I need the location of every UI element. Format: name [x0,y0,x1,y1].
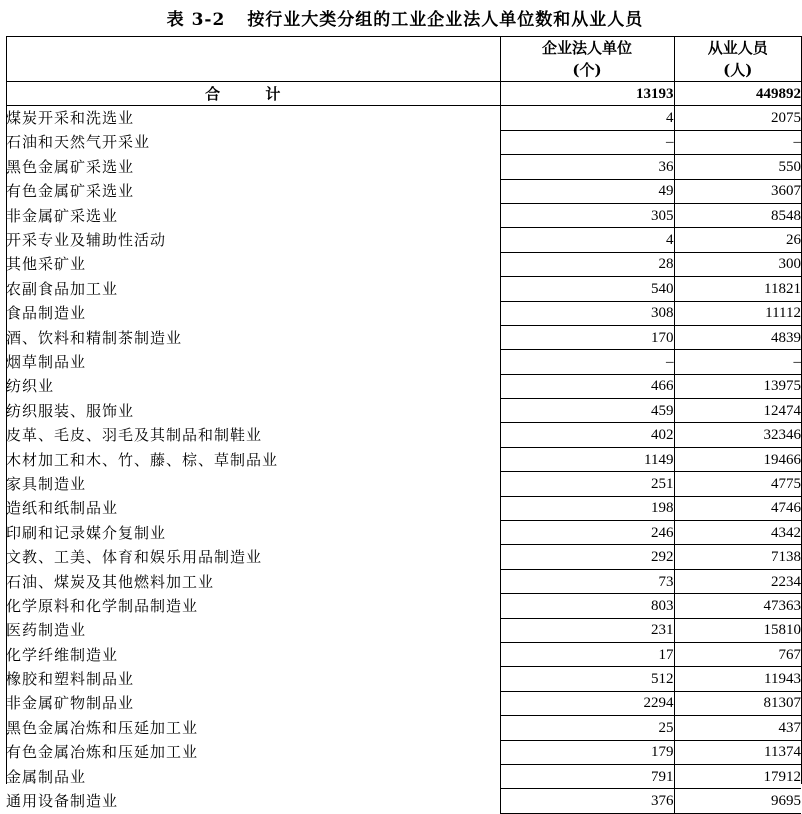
employees-cell: – [674,130,801,154]
employees-cell: 4775 [674,472,801,496]
units-cell: 246 [500,521,674,545]
units-cell: 459 [500,399,674,423]
header-units-unit: (个) [572,61,602,79]
employees-cell: 11374 [674,740,801,764]
units-cell: 198 [500,496,674,520]
industry-name-cell: 皮革、毛皮、羽毛及其制品和制鞋业 [6,426,263,445]
employees-cell: 9695 [674,789,801,813]
units-cell: 28 [500,252,674,276]
employees-cell: 12474 [674,399,801,423]
industry-name-cell: 烟草制品业 [6,352,87,371]
industry-name-cell: 金属制品业 [6,767,87,786]
table-row [6,106,801,130]
table-row [6,277,801,301]
industry-name-cell: 文教、工美、体育和娱乐用品制造业 [6,548,263,567]
employees-cell: 767 [674,642,801,666]
header-employees-label: 从业人员 [707,39,768,57]
employees-cell: 4746 [674,496,801,520]
units-cell: – [500,350,674,374]
industry-name-cell: 非金属矿采选业 [6,206,119,225]
table-row [6,642,801,666]
employees-cell: 19466 [674,447,801,471]
units-cell: 179 [500,740,674,764]
total-units: 13193 [500,82,674,106]
employees-cell: 11112 [674,301,801,325]
industry-name-cell: 石油和天然气开采业 [6,133,151,152]
employees-cell: 11821 [674,277,801,301]
units-cell: 466 [500,374,674,398]
industry-name-cell: 橡胶和塑料制品业 [6,670,135,689]
employees-cell: 13975 [674,374,801,398]
table-row [6,179,801,203]
units-cell: 231 [500,618,674,642]
employees-cell: 8548 [674,203,801,227]
table-number: 表 3-2 [166,10,226,30]
table-row [6,594,801,618]
table-title [0,5,802,30]
employees-cell: 15810 [674,618,801,642]
units-cell: 292 [500,545,674,569]
industry-name-cell: 黑色金属矿采选业 [6,157,135,176]
industry-name-cell: 造纸和纸制品业 [6,499,119,518]
industry-name-cell: 纺织业 [6,377,55,396]
table-row [6,155,801,179]
units-cell: 791 [500,764,674,788]
units-cell: 251 [500,472,674,496]
units-cell: 512 [500,667,674,691]
units-cell: 4 [500,106,674,130]
employees-cell: 4839 [674,325,801,349]
employees-cell: 32346 [674,423,801,447]
employees-cell: 300 [674,252,801,276]
table-row [6,350,801,374]
employees-cell: 26 [674,228,801,252]
units-cell: 376 [500,789,674,813]
table-row [6,521,801,545]
header-units-label: 企业法人单位 [541,39,632,57]
units-cell: 4 [500,228,674,252]
industry-name-cell: 有色金属冶炼和压延加工业 [6,743,199,762]
industry-name-cell: 黑色金属冶炼和压延加工业 [6,718,199,737]
table-row [6,252,801,276]
units-cell: 2294 [500,691,674,715]
units-cell: 36 [500,155,674,179]
table-row [6,203,801,227]
units-cell: 73 [500,569,674,593]
units-cell: 170 [500,325,674,349]
units-cell: 17 [500,642,674,666]
table-row [6,423,801,447]
industry-name-cell: 其他采矿业 [6,255,87,274]
industry-name-cell: 农副食品加工业 [6,279,119,298]
industry-name-cell: 医药制造业 [6,621,87,640]
total-row [6,82,801,106]
table-row [6,691,801,715]
units-cell: 49 [500,179,674,203]
header-units [500,37,674,82]
header-employees [674,37,801,82]
industry-name-cell: 纺织服装、服饰业 [6,401,135,420]
industry-name-cell: 食品制造业 [6,304,87,323]
industry-name-cell: 有色金属矿采选业 [6,182,135,201]
table-row [6,130,801,154]
table-row [6,374,801,398]
table-row [6,496,801,520]
table-row [6,789,801,813]
table-title-text: 按行业大类分组的工业企业法人单位数和从业人员 [247,10,644,30]
industry-name-cell: 煤炭开采和洗选业 [6,109,135,128]
employees-cell: 17912 [674,764,801,788]
industry-name-cell: 酒、饮料和精制茶制造业 [6,328,183,347]
table-row [6,399,801,423]
industry-name-cell: 通用设备制造业 [6,792,119,811]
industry-name-cell: 印刷和记录媒介复制业 [6,523,167,542]
employees-cell: 7138 [674,545,801,569]
table-row [6,740,801,764]
table-row [6,472,801,496]
employees-cell: 11943 [674,667,801,691]
total-label: 合 计 [6,82,500,106]
employees-cell: 550 [674,155,801,179]
units-cell: 305 [500,203,674,227]
table-row [6,325,801,349]
employees-cell: 2075 [674,106,801,130]
units-cell: 25 [500,716,674,740]
industry-name-cell: 石油、煤炭及其他燃料加工业 [6,572,215,591]
table-row [6,764,801,788]
employees-cell: – [674,350,801,374]
industry-name-cell: 非金属矿物制品业 [6,694,135,713]
employees-cell: 47363 [674,594,801,618]
table-row [6,667,801,691]
employees-cell: 81307 [674,691,801,715]
units-cell: 540 [500,277,674,301]
header-industry [6,37,500,82]
units-cell: 402 [500,423,674,447]
header-employees-unit: (人) [723,61,753,79]
table-row [6,716,801,740]
table-row [6,447,801,471]
units-cell: 308 [500,301,674,325]
employees-cell: 4342 [674,521,801,545]
industry-table [6,36,801,814]
industry-name-cell: 家具制造业 [6,474,87,493]
units-cell: 803 [500,594,674,618]
table-row [6,618,801,642]
total-employees: 449892 [674,82,801,106]
industry-name-cell: 开采专业及辅助性活动 [6,231,167,250]
units-cell: – [500,130,674,154]
table-row [6,301,801,325]
table-row [6,545,801,569]
industry-name-cell: 木材加工和木、竹、藤、棕、草制品业 [6,450,279,469]
industry-name-cell: 化学纤维制造业 [6,645,119,664]
table-row [6,228,801,252]
units-cell: 1149 [500,447,674,471]
header-row [6,37,801,82]
table-row [6,569,801,593]
employees-cell: 3607 [674,179,801,203]
employees-cell: 2234 [674,569,801,593]
employees-cell: 437 [674,716,801,740]
industry-name-cell: 化学原料和化学制品制造业 [6,596,199,615]
